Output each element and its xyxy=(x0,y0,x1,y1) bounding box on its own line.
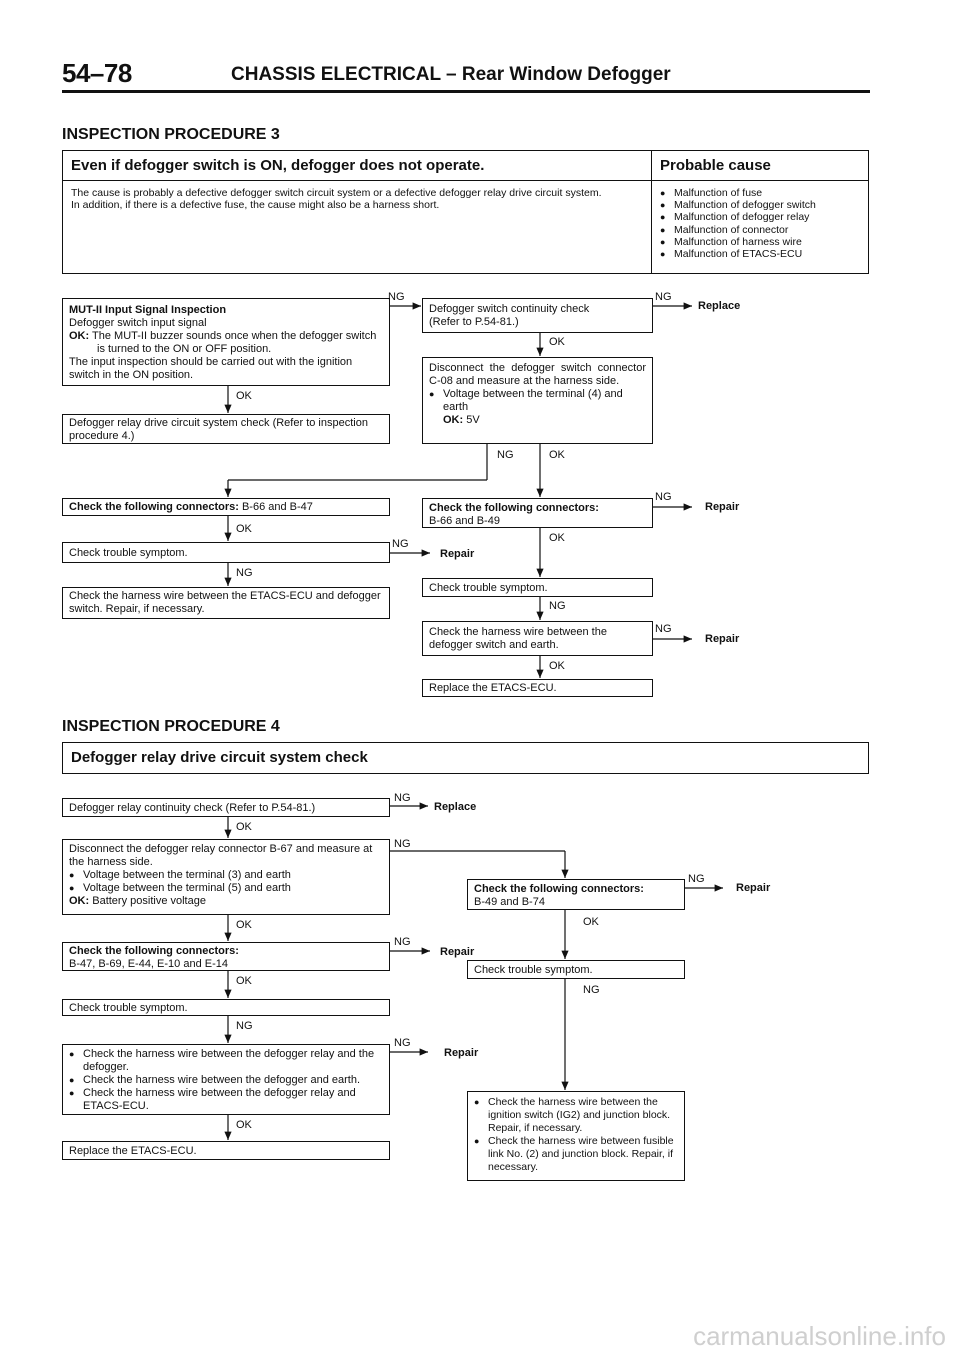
connectors-label: Check the following connectors: xyxy=(474,883,644,895)
connectors-check-box-right xyxy=(467,879,685,910)
watermark: carmanualsonline.info xyxy=(693,1321,946,1351)
trouble-symptom-box-right: Check trouble symptom. xyxy=(467,960,685,979)
cause-item: ● Malfunction of connector xyxy=(660,224,816,236)
ng-label: NG xyxy=(388,291,405,303)
ng-label: NG xyxy=(394,838,411,850)
mut-ii-note: The input inspection should be carried out with the ignition switch in the ON position. xyxy=(69,356,353,381)
mut-ii-ok-text: The MUT-II buzzer sounds once when the defogger switch is turned to the ON or OFF position. xyxy=(92,330,377,355)
repair-action: Repair xyxy=(705,501,740,513)
procedure-3-title: INSPECTION PROCEDURE 3 xyxy=(62,126,280,143)
ok-label: OK: xyxy=(69,895,90,907)
disconnect-text: Disconnect the defogger relay connector B-67 and measure at the harness side. xyxy=(69,843,373,868)
ok-label: OK xyxy=(236,523,252,535)
repair-action: Repair xyxy=(736,882,771,894)
repair-action: Repair xyxy=(440,946,475,958)
relay-continuity-box: Defogger relay continuity check (Refer to P.54-81.) xyxy=(62,798,390,817)
comment-line-1: The cause is probably a defective defogger switch circuit system or a defective defogger relay drive circuit system. xyxy=(71,187,602,199)
disconnect-text: Disconnect the defogger switch connector C-08 and measure at the harness side. xyxy=(429,362,646,387)
harness-check-box-left: Check the harness wire between the ETACS-ECU and defogger switch. Repair, if necessary. xyxy=(62,587,390,619)
ng-label: NG xyxy=(688,873,705,885)
mut-ii-title: MUT-II Input Signal Inspection xyxy=(69,304,227,316)
replace-ecu-box: Replace the ETACS-ECU. xyxy=(422,679,653,697)
ng-label: NG xyxy=(497,449,514,461)
ok-label: OK xyxy=(549,660,565,672)
ng-label: NG xyxy=(236,567,253,579)
ok-label: OK xyxy=(549,449,565,461)
harness-item: ● Check the harness wire between the defogger relay and the defogger. xyxy=(69,1048,383,1074)
harness-check-box-right: Check the harness wire between the defogger switch and earth. xyxy=(422,621,653,656)
probable-cause-heading: Probable cause xyxy=(660,157,771,174)
procedure-4-title: INSPECTION PROCEDURE 4 xyxy=(62,718,280,735)
repair-action: Repair xyxy=(440,548,475,560)
ok-value: 5V xyxy=(466,414,480,426)
connectors-label: Check the following connectors: xyxy=(429,502,599,514)
ng-label: NG xyxy=(549,600,566,612)
connectors-list: B-49 and B-74 xyxy=(474,896,545,908)
relay-drive-check-box: Defogger relay drive circuit system check (Refer to inspection procedure 4.) xyxy=(62,414,390,444)
ok-label: OK: xyxy=(443,414,464,426)
switch-continuity-line-1: Defogger switch continuity check xyxy=(429,303,590,315)
ok-label: OK xyxy=(236,821,252,833)
cause-item: ● Malfunction of defogger relay xyxy=(660,211,816,223)
symptom-heading: Even if defogger switch is ON, defogger does not operate. xyxy=(71,157,485,174)
replace-action: Replace xyxy=(434,801,477,813)
ng-label: NG xyxy=(655,491,672,503)
trouble-symptom-box-left: Check trouble symptom. xyxy=(62,999,390,1016)
ng-label: NG xyxy=(392,538,409,550)
ok-label: OK xyxy=(236,1119,252,1131)
final-item: ● Check the harness wire between fusible link No. (2) and junction block. Repair, if necessary. xyxy=(474,1135,678,1174)
ng-label: NG xyxy=(583,984,600,996)
final-harness-check-box xyxy=(467,1091,685,1181)
replace-ecu-box: Replace the ETACS-ECU. xyxy=(62,1141,390,1160)
disconnect-relay-box xyxy=(62,839,390,915)
ok-label: OK xyxy=(549,532,565,544)
replace-action: Replace xyxy=(698,300,741,312)
connectors-check-box-left xyxy=(62,942,390,971)
trouble-symptom-box-right: Check trouble symptom. xyxy=(422,578,653,597)
voltage-item: ● Voltage between the terminal (5) and earth xyxy=(69,882,383,895)
ok-value: Battery positive voltage xyxy=(92,895,206,907)
ng-label: NG xyxy=(394,792,411,804)
harness-check-box-left xyxy=(62,1044,390,1115)
harness-item: ● Check the harness wire between the defogger relay and ETACS-ECU. xyxy=(69,1087,383,1113)
connectors-list: B-66 and B-47 xyxy=(241,501,313,513)
connectors-list: B-47, B-69, E-44, E-10 and E-14 xyxy=(69,958,228,970)
repair-action: Repair xyxy=(444,1047,479,1059)
connectors-label: Check the following connectors: xyxy=(69,501,239,513)
page-number: 54–78 xyxy=(62,58,132,88)
ok-label: OK: xyxy=(69,330,90,342)
page-title: CHASSIS ELECTRICAL – Rear Window Defogger xyxy=(231,64,671,85)
final-item: ● Check the harness wire between the ignition switch (IG2) and junction block. Repair, if necessary. xyxy=(474,1096,678,1135)
ok-label: OK xyxy=(583,916,599,928)
switch-continuity-line-2: (Refer to P.54-81.) xyxy=(429,316,519,328)
cause-item: ● Malfunction of ETACS-ECU xyxy=(660,248,816,260)
ng-label: NG xyxy=(655,623,672,635)
voltage-item: ● Voltage between the terminal (3) and earth xyxy=(69,869,383,882)
cause-item: ● Malfunction of fuse xyxy=(660,187,816,199)
harness-item: ● Check the harness wire between the defogger and earth. xyxy=(69,1074,383,1087)
cause-item: ● Malfunction of defogger switch xyxy=(660,199,816,211)
ng-label: NG xyxy=(394,1037,411,1049)
trouble-symptom-box-left: Check trouble symptom. xyxy=(62,542,390,563)
ng-label: NG xyxy=(236,1020,253,1032)
cause-item: ● Malfunction of harness wire xyxy=(660,236,816,248)
ok-label: OK xyxy=(236,975,252,987)
voltage-item: ● Voltage between the terminal (4) and earth xyxy=(429,388,646,414)
symptom-heading: Defogger relay drive circuit system check xyxy=(71,749,368,766)
ng-label: NG xyxy=(655,291,672,303)
connectors-label: Check the following connectors: xyxy=(69,945,239,957)
ng-label: NG xyxy=(394,936,411,948)
ok-label: OK xyxy=(236,390,252,402)
connectors-list: B-66 and B-49 xyxy=(429,515,500,527)
mut-ii-line: Defogger switch input signal xyxy=(69,317,207,329)
ok-label: OK xyxy=(549,336,565,348)
comment-line-2: In addition, if there is a defective fuse, the cause might also be a harness short. xyxy=(71,199,440,211)
repair-action: Repair xyxy=(705,633,740,645)
ok-label: OK xyxy=(236,919,252,931)
